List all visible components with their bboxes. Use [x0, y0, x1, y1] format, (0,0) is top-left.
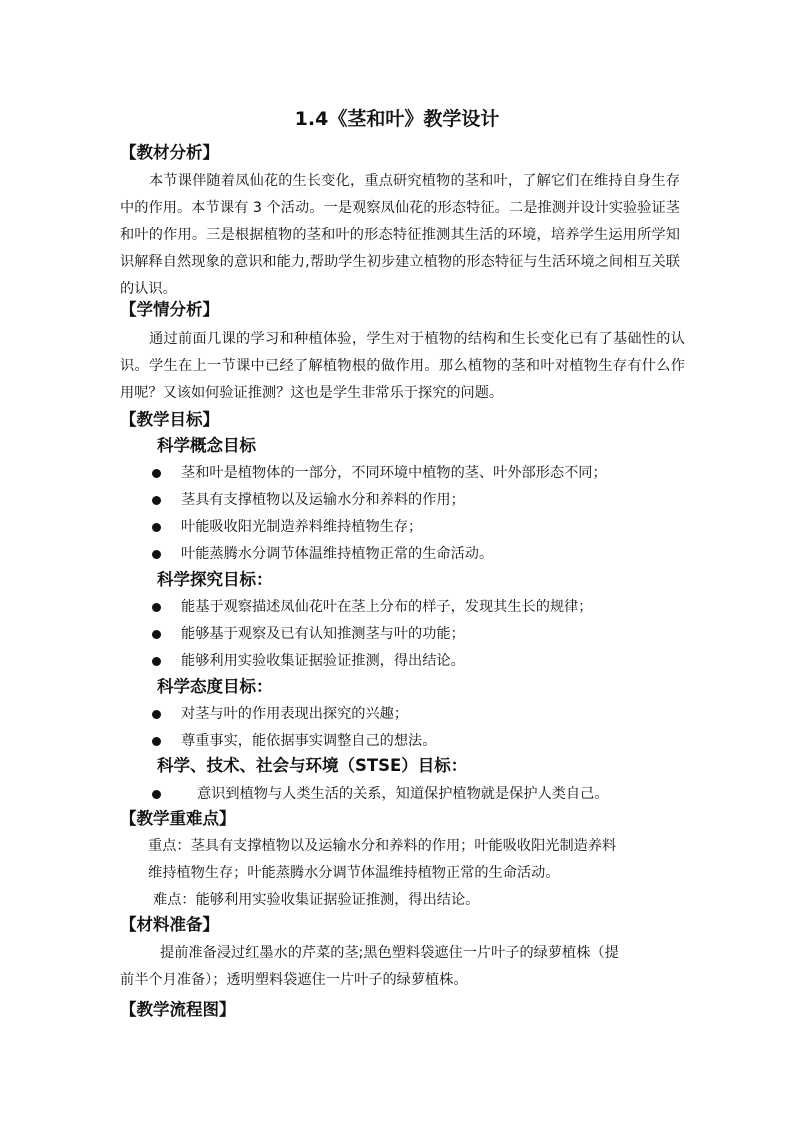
- difficulty-text: 难点：能够利用实验收集证据验证推测，得出结论。: [153, 892, 480, 908]
- bullet-icon: [152, 603, 161, 612]
- bullet-icon: [152, 657, 161, 666]
- section-heading-keypoints: 【教学重难点】: [120, 809, 236, 828]
- key-point-text-continued: 维持植物生存；叶能蒸腾水分调节体温维持植物正常的生命活动。: [148, 865, 560, 881]
- bullet-icon: [152, 710, 161, 719]
- bullet-icon: [152, 469, 161, 478]
- key-point-text: 重点：茎具有支撑植物以及运输水分和养料的作用；叶能吸收阳光制造养料: [148, 838, 617, 854]
- bullet-icon: [152, 630, 161, 639]
- textbook-analysis-text: 本节课伴随着凤仙花的生长变化，重点研究植物的茎和叶，了解它们在维持自身生存中的作用。本节课有 3 个活动。一是观察凤仙花的形态特征。二是推测并设计实验验证茎和叶的作用。三是根据植物的茎和叶的形态特征推测其生活的环境，培养学生运用所学知识解释自然现象的意识和能力,帮助学生初步建立植物的形态特征与生活环境之间相互关联的认识。: [120, 173, 680, 297]
- bullet-icon: [152, 790, 161, 799]
- section-heading-materials: 【材料准备】: [120, 915, 219, 934]
- concept-goals-heading: 科学概念目标: [157, 436, 256, 455]
- bullet-icon: [152, 737, 161, 746]
- section-heading-flowchart: 【教学流程图】: [120, 1000, 236, 1019]
- section-heading-textbook: 【教材分析】: [120, 143, 219, 162]
- bullet-icon: [152, 496, 161, 505]
- section-heading-students: 【学情分析】: [120, 300, 219, 319]
- student-analysis-text: 通过前面几课的学习和种植体验，学生对于植物的结构和生长变化已有了基础性的认识。学生在上一节课中已经了解植物根的做作用。那么植物的茎和叶对植物生存有什么作用呢？又该如何验证推测？这也是学生非常乐于探究的问题。: [120, 331, 685, 401]
- attitude-goals-heading: 科学态度目标：: [157, 677, 273, 696]
- stse-goals-heading: 科学、技术、社会与环境（STSE）目标：: [157, 756, 468, 775]
- materials-text: 提前准备浸过红墨水的芹菜的茎;黑色塑料袋遮住一片叶子的绿萝植株（提: [160, 945, 619, 961]
- section-heading-goals: 【教学目标】: [120, 410, 219, 429]
- inquiry-goals-heading: 科学探究目标：: [157, 570, 273, 589]
- materials-text-continued: 前半个月准备）；透明塑料袋遮住一片叶子的绿萝植株。: [120, 972, 468, 988]
- bullet-icon: [152, 550, 161, 559]
- document-title: 1.4《茎和叶》教学设计: [294, 108, 500, 130]
- bullet-icon: [152, 523, 161, 532]
- document-page: 1.4《茎和叶》教学设计 【教材分析】 本节课伴随着凤仙花的生长变化，重点研究植物的茎和叶，了解它们在维持自身生存中的作用。本节课有 3 个活动。一是观察凤仙花的形态特征。二是推测并设计实验验证茎和叶的作用。三是根据植物的茎和叶的形态特征推测其生活的环境，培养学生运用所学知识解释自然现象的意识和能力,帮助学生初步建立植物的形态特征与生活环境之间相互关联的认识。 【学情分析】 通过前面几课的学习和种植体验，学生对于植物的结构和生长变化已有了基础性的认识。学生在上一节课中已经了解植物根的做作用。那么植物的茎和叶对植物生存有什么作用呢？又该如何验证推测？这也是学生非常乐于探究的问题。 【教学目标】 科学概念目标 茎和叶是植物体的一部分，不同环境中植物的茎、叶外部形态不同； 茎具有支撑植物以及运输水分和养料的作用； 叶能吸收阳光制造养料维持植物生存； 叶能蒸腾水分调节体温维持植物正常的生命活动。 科学探究目标： 能基于观察描述凤仙花叶在茎上分布的样子，发现其生长的规律； 能够基于观察及已有认知推测茎与叶的功能； 能够利用实验收集证据验证推测，得出结论。 科学态度目标： 对茎与叶的作用表现出探究的兴趣； 尊重事实，能依据事实调整自己的想法。 科学、技术、社会与环境（STSE）目标： 意识到植物与人类生活的关系，知道保护植物就是保护人类自己。 【教学重难点】 重点：茎具有支撑植物以及运输水分和养料的作用；叶能吸收阳光制造养料 维持植物生存；叶能蒸腾水分调节体温维持植物正常的生命活动。 难点：能够利用实验收集证据验证推测，得出结论。 【材料准备】 提前准备浸过红墨水的芹菜的茎;黑色塑料袋遮住一片叶子的绿萝植株（提 前半个月准备）；透明塑料袋遮住一片叶子的绿萝植株。 【教学流程图】: [0, 0, 794, 1123]
